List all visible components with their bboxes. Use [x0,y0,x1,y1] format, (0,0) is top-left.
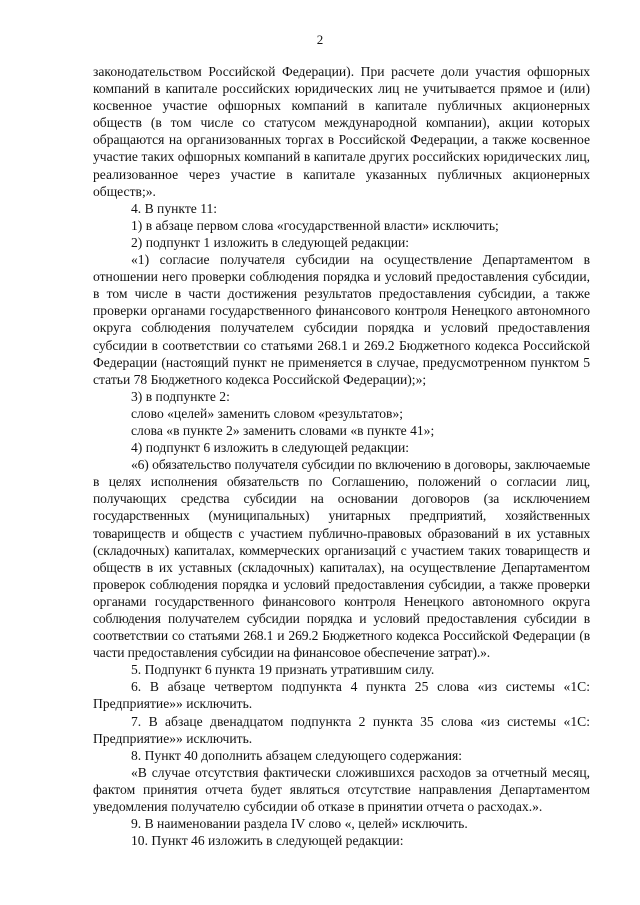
paragraph-15: «В случае отсутствия фактически сложившихся расходов за отчетный месяц, фактом принятия отчета будет являться отсутствие направления Департаментом уведомления получателю субсидии об отказе в принятии отчета о расходах.». [93,764,590,815]
paragraph-2: 4. В пункте 11: [131,200,218,216]
paragraph-16: 9. В наименовании раздела IV слово «, целей» исключить. [131,816,468,832]
paragraph-9: 4) подпункт 6 изложить в следующей редакции: [131,440,410,456]
paragraph-14: 8. Пункт 40 дополнить абзацем следующего содержания: [131,747,463,763]
paragraph-11: 5. Подпункт 6 пункта 19 признать утратившим силу. [131,662,435,678]
paragraph-3: 1) в абзаце первом слова «государственной власти» исключить; [131,217,499,233]
paragraph-7: слово «целей» заменить словом «результатов»; [131,405,404,421]
paragraph-1: законодательством Российской Федерации). При расчете доли участия офшорных компаний в капитале российских юридических лиц не учитывается прямое и (или) косвенное участие офшорных компаний в капитале публичных акционерных обществ (в том числе со статусом международной компании), акции которых обращаются на организованных торгах в Российской Федерации, а также косвенное участие таких офшорных компаний в капитале других российских юридических лиц, реализованное через участие в капитале указанных публичных акционерных обществ;». [93,64,590,199]
paragraph-5: «1) согласие получателя субсидии на осуществление Департаментом в отношении него проверки соблюдения порядка и условий предоставления субсидии, в том числе в части достижения результатов предоставления субсидии, а также проверки органами государственного финансового контроля Ненецкого автономного округа соблюдения получателем субсидии порядка и условий предоставления субсидии в соответствии со статьями 268.1 и 269.2 Бюджетного кодекса Российской Федерации (настоящий пункт не применяется в случае, предусмотренном пунктом 5 статьи 78 Бюджетного кодекса Российской Федерации);»; [93,252,590,387]
document-body [93,63,590,849]
paragraph-4: 2) подпункт 1 изложить в следующей редакции: [131,234,410,250]
paragraph-12: 6. В абзаце четвертом подпункта 4 пункта 25 слова «из системы «1С: Предприятие»» исключить. [93,679,590,712]
paragraph-6: 3) в подпункте 2: [131,388,230,404]
page-number: 2 [316,32,324,47]
paragraph-10: «6) обязательство получателя субсидии по включению в договоры, заключаемые в целях исполнения обязательств по Соглашению, положений о согласии лиц, получающих средства субсидии на основании договоров (за исключением государственных (муниципальных) унитарных предприятий, хозяйственных товариществ и обществ с участием публично-правовых образований в их уставных (складочных) капиталах, коммерческих организаций с участием таких товариществ и обществ в их уставных (складочных) капиталах), на осуществление Департаментом проверок соблюдения порядка и условий предоставления субсидии, а также проверки органами государственного финансового контроля Ненецкого автономного округа соблюдения получателем субсидии порядка и условий предоставления субсидии в соответствии со статьями 268.1 и 269.2 Бюджетного кодекса Российской Федерации (в части предоставления субсидии на финансовое обеспечение затрат).». [93,457,590,661]
paragraph-17: 10. Пункт 46 изложить в следующей редакции: [131,833,404,849]
paragraph-8: слова «в пункте 2» заменить словами «в пункте 41»; [131,422,435,438]
paragraph-13: 7. В абзаце двенадцатом подпункта 2 пункта 35 слова «из системы «1С: Предприятие»» исключить. [93,713,590,746]
